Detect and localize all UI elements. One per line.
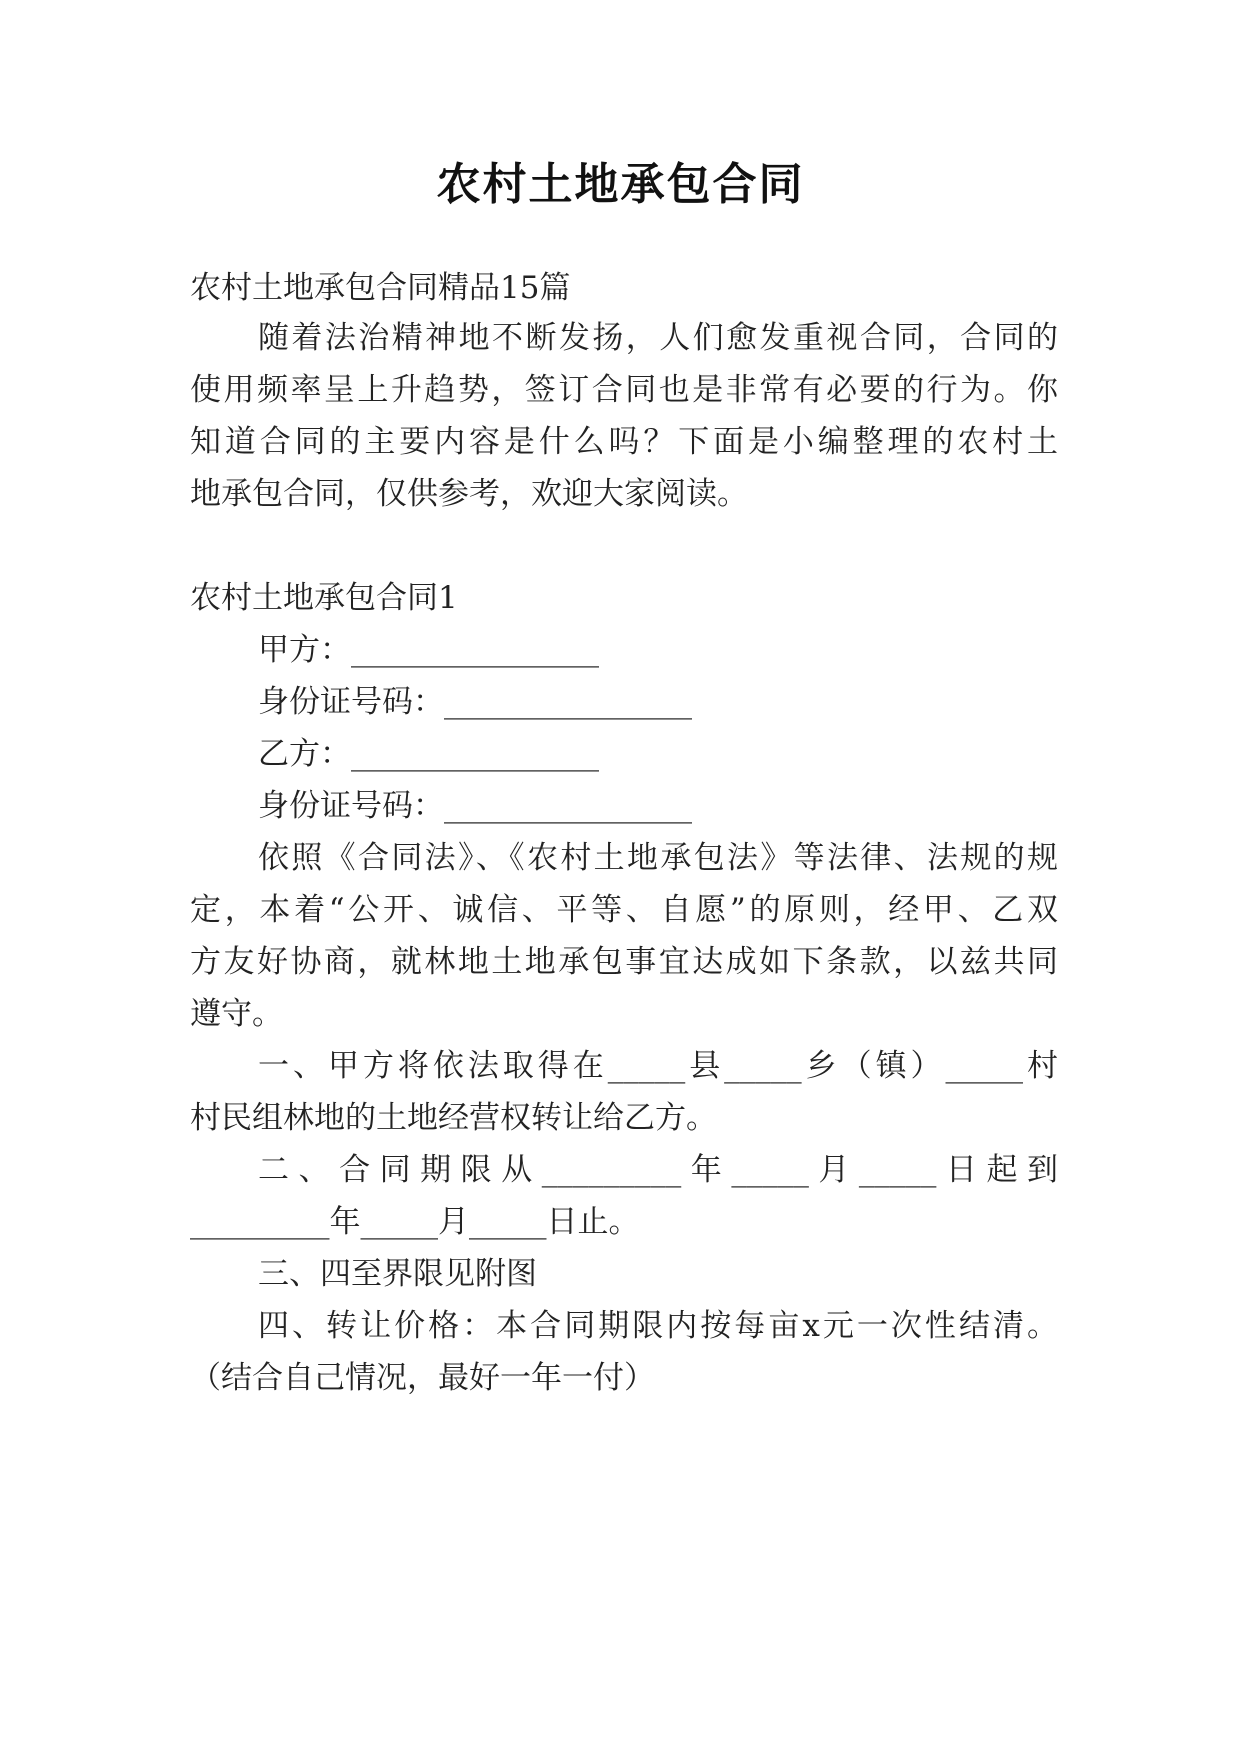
- document-title: 农村土地承包合同: [436, 159, 805, 210]
- preamble-line-2: 定，本着“公开、诚信、平等、自愿”的原则，经甲、乙双: [190, 892, 1058, 928]
- preamble-line-1: 依照《合同法》、《农村土地承包法》等法律、法规的规: [258, 840, 1058, 876]
- clause-4-line-2: （结合自己情况，最好一年一付）: [190, 1360, 655, 1396]
- clause-2-line-1: 二、合同期限从_________年_____月_____日起到: [258, 1152, 1058, 1188]
- intro-line-3: 知道合同的主要内容是什么吗？下面是小编整理的农村土: [190, 424, 1058, 460]
- clause-1-line-1: 一、甲方将依法取得在_____县_____乡（镇）_____村: [258, 1048, 1058, 1084]
- party-a-field: 甲方：________________: [258, 632, 599, 668]
- clause-2-line-2: _________年_____月_____日止。: [190, 1204, 640, 1240]
- clause-3: 三、四至界限见附图: [258, 1256, 537, 1292]
- document-subtitle: 农村土地承包合同精品15篇: [190, 270, 571, 306]
- section-heading: 农村土地承包合同1: [190, 580, 458, 616]
- intro-line-4: 地承包合同，仅供参考，欢迎大家阅读。: [190, 476, 748, 512]
- preamble-line-3: 方友好协商，就林地土地承包事宜达成如下条款，以兹共同: [190, 944, 1058, 980]
- party-b-id-field: 身份证号码：________________: [258, 788, 692, 824]
- intro-line-1: 随着法治精神地不断发扬，人们愈发重视合同，合同的: [258, 320, 1058, 356]
- party-a-id-field: 身份证号码：________________: [258, 684, 692, 720]
- intro-line-2: 使用频率呈上升趋势，签订合同也是非常有必要的行为。你: [190, 372, 1058, 408]
- clause-1-line-2: 村民组林地的土地经营权转让给乙方。: [190, 1100, 717, 1136]
- preamble-line-4: 遵守。: [190, 996, 283, 1032]
- clause-4-line-1: 四、转让价格：本合同期限内按每亩x元一次性结清。: [258, 1308, 1058, 1344]
- party-b-field: 乙方：________________: [258, 736, 599, 772]
